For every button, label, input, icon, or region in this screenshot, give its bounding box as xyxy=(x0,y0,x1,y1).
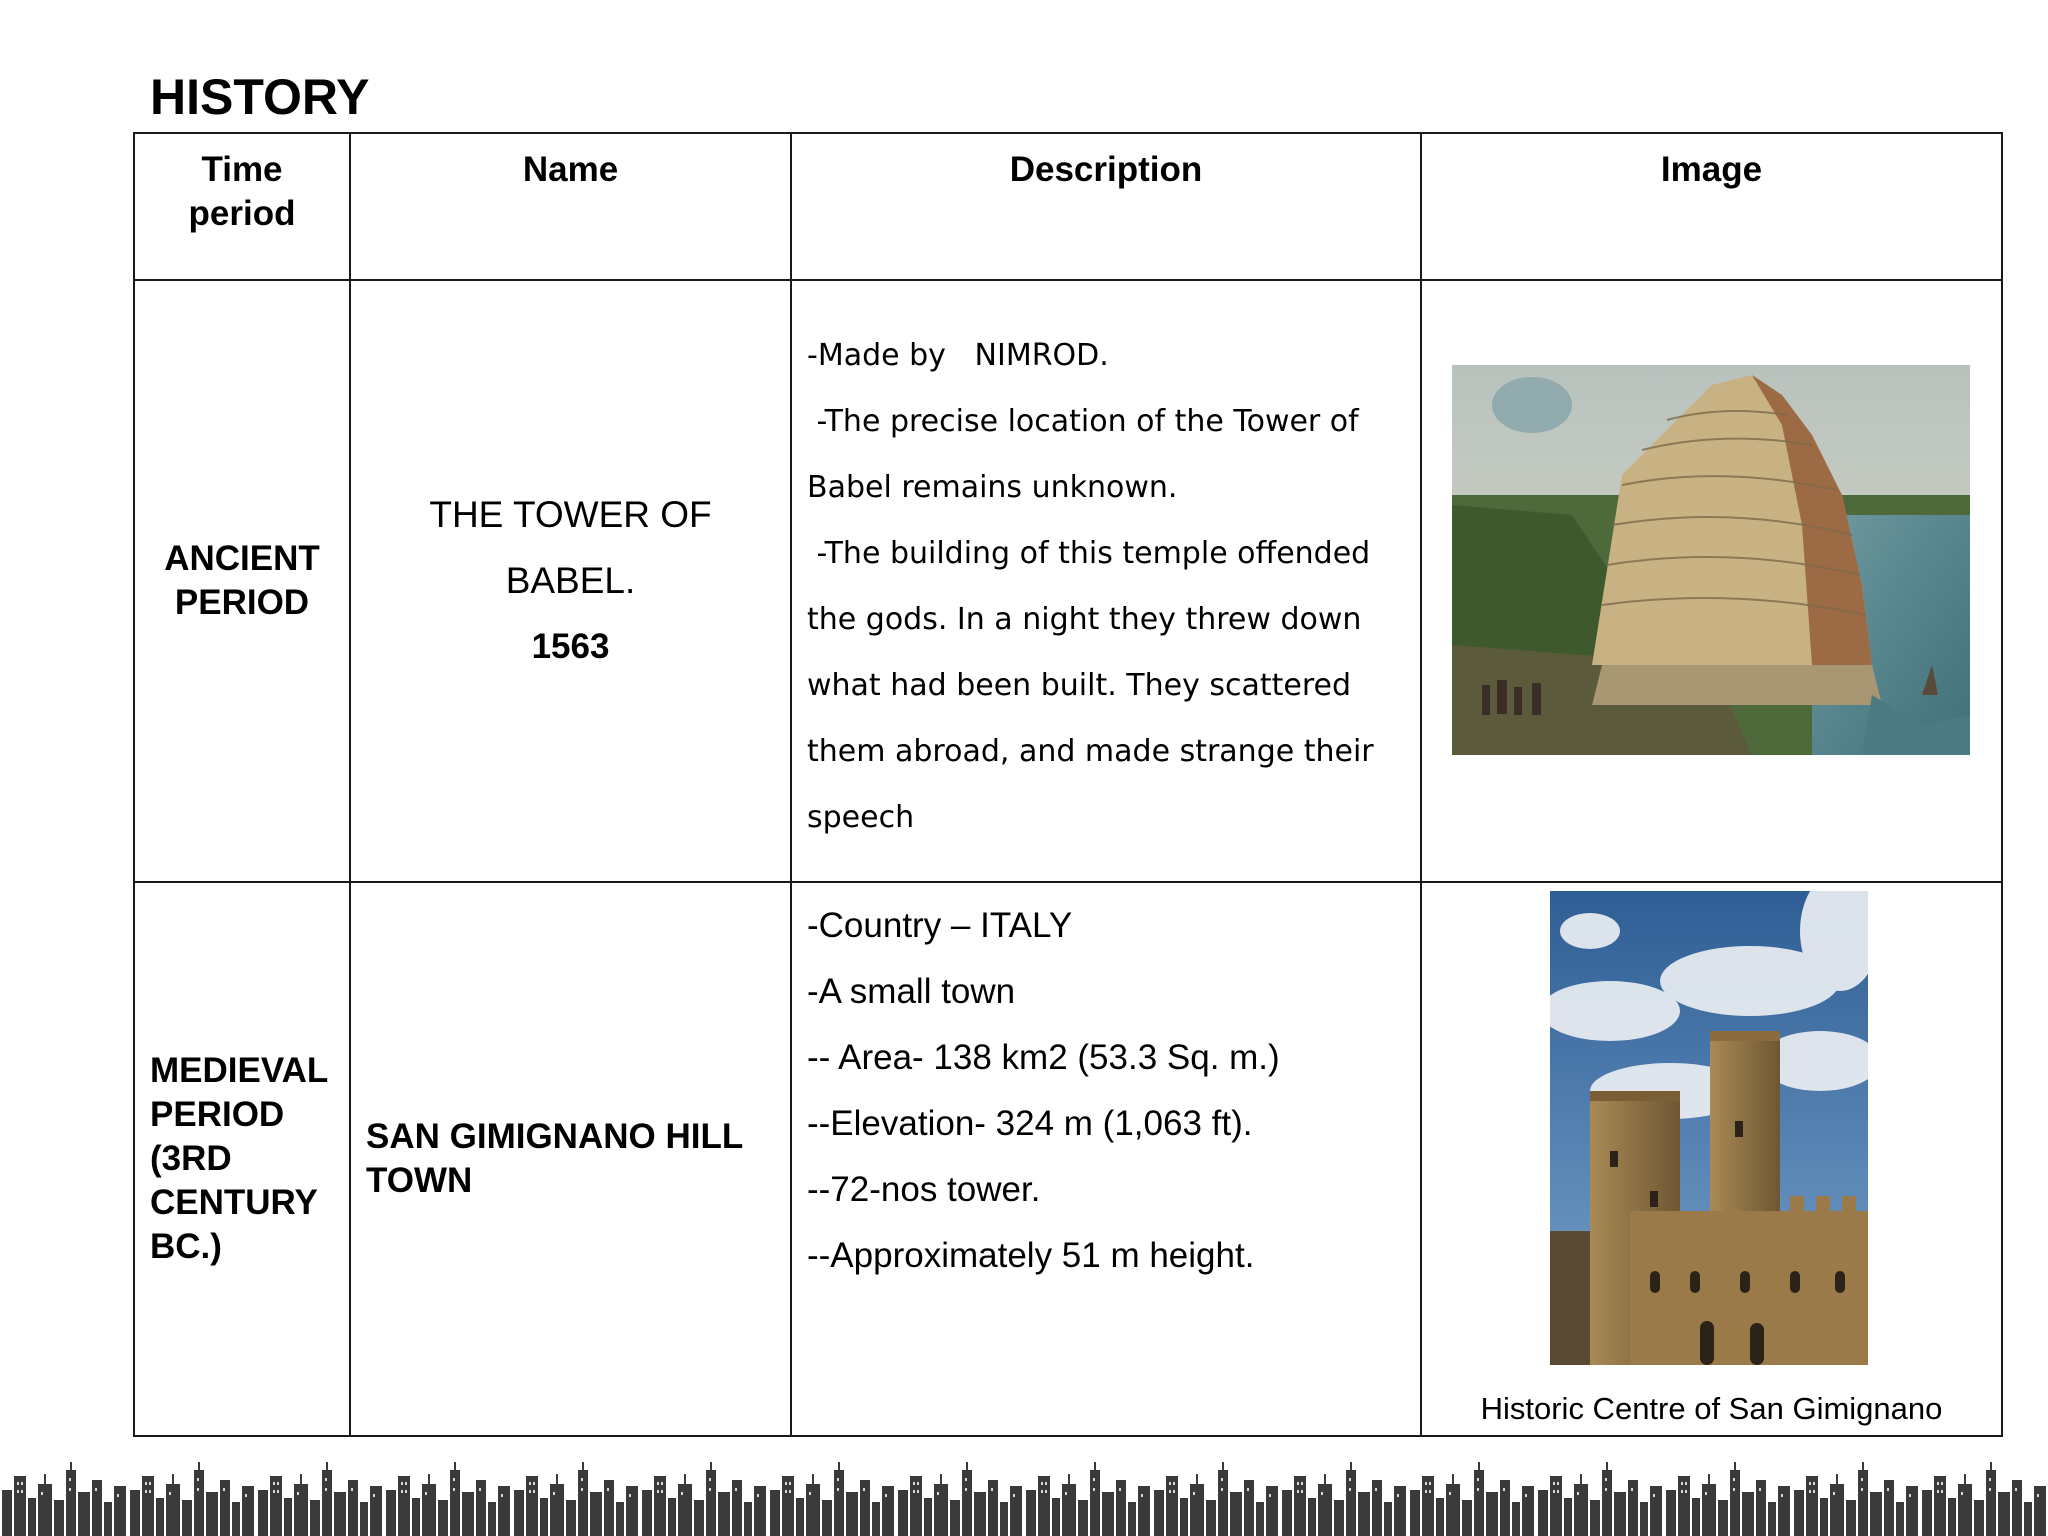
year-text: 1563 xyxy=(531,627,610,666)
description-line: --Elevation- 324 m (1,063 ft). xyxy=(807,1104,1253,1143)
table-header-row xyxy=(134,133,2002,280)
description-line: -The building of this temple offended xyxy=(807,536,1371,571)
description-line: -The precise location of the Tower of xyxy=(807,404,1359,439)
description-line: what had been built. They scattered xyxy=(807,668,1352,703)
header-name: Name xyxy=(350,133,791,280)
description-cell xyxy=(791,882,1421,1436)
period-cell xyxy=(134,280,350,882)
description-line: Babel remains unknown. xyxy=(807,470,1178,505)
period-text: MEDIEVAL PERIOD (3RD CENTURY BC.) xyxy=(150,1051,328,1266)
san-gimignano-photo xyxy=(1550,891,1868,1365)
description-line: them abroad, and made strange their xyxy=(807,734,1374,769)
image-caption: Historic Centre of San Gimignano xyxy=(1480,1391,1943,1426)
description-line: the gods. In a night they threw down xyxy=(807,602,1362,637)
description-line: -Made by NIMROD. xyxy=(807,338,1109,373)
table-row xyxy=(134,280,2002,882)
description-line: -A small town xyxy=(807,972,1016,1011)
description-line: --Approximately 51 m height. xyxy=(807,1236,1255,1275)
name-text: THE TOWER OF BABEL. xyxy=(429,494,712,601)
table-row xyxy=(134,882,2002,1436)
description-line: speech xyxy=(807,800,915,835)
name-text: SAN GIMIGNANO HILL TOWN xyxy=(366,1117,743,1200)
description-line: --72-nos tower. xyxy=(807,1170,1041,1209)
period-text: ANCIENT PERIOD xyxy=(164,539,320,622)
header-time-period: Time period xyxy=(134,133,350,280)
page-title: HISTORY xyxy=(150,69,370,125)
period-cell xyxy=(134,882,350,1436)
name-cell xyxy=(350,280,791,882)
history-table xyxy=(133,132,2003,1437)
image-cell xyxy=(1421,280,2002,882)
header-description: Description xyxy=(791,133,1421,280)
city-skyline-decoration xyxy=(0,1440,2048,1536)
name-cell xyxy=(350,882,791,1436)
image-cell xyxy=(1421,882,2002,1436)
description-line: -- Area- 138 km2 (53.3 Sq. m.) xyxy=(807,1038,1280,1077)
tower-of-babel-painting xyxy=(1452,365,1970,755)
header-image: Image xyxy=(1421,133,2002,280)
description-cell xyxy=(791,280,1421,882)
description-line: -Country – ITALY xyxy=(807,906,1073,945)
